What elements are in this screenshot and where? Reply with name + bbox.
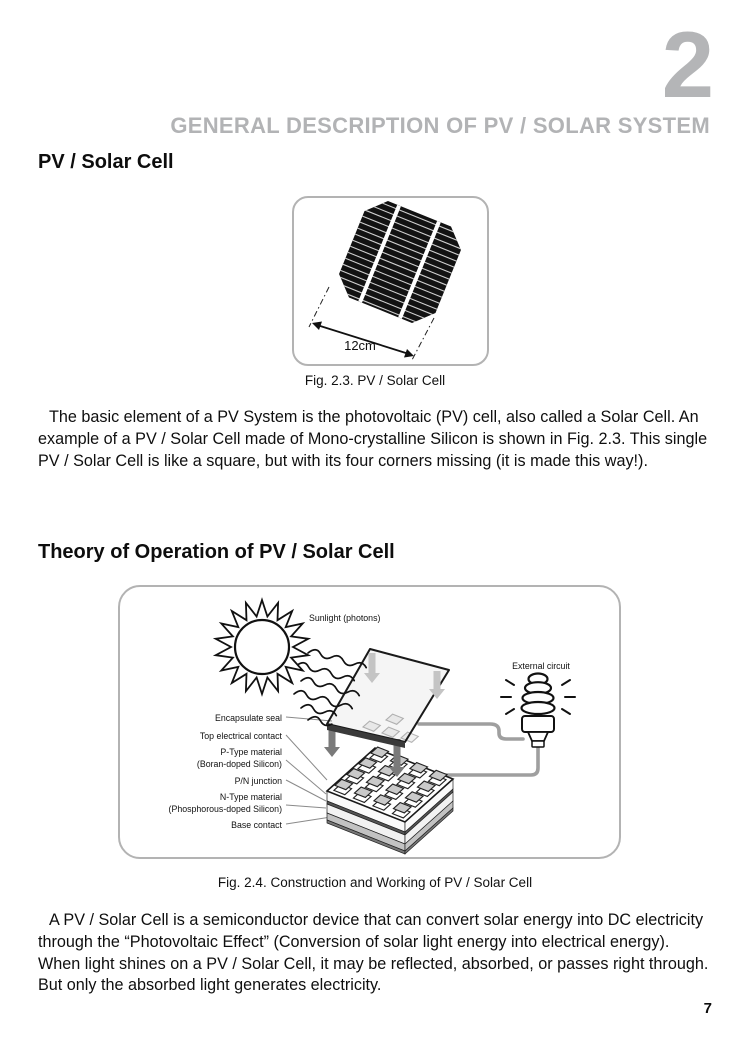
label-n-type-2: (Phosphorous-doped Silicon) [168,804,282,814]
label-encapsulate-seal: Encapsulate seal [215,713,282,723]
solar-cell-icon [331,198,469,331]
construction-diagram [120,587,619,857]
figure-2-4-box [118,585,621,859]
paragraph-theory: A PV / Solar Cell is a semiconductor device that can convert solar energy into DC electricity through the “Photovoltaic Effect” (Conversion of solar light energy into electrical energy). When light shines on a PV / Solar Cell, it may be reflected, absorbed, or passes right through. But only the absorbed light generates electricity. [38,911,709,995]
chapter-title: GENERAL DESCRIPTION OF PV / SOLAR SYSTEM [170,113,710,138]
label-top-contact: Top electrical contact [199,731,282,741]
circuit-wire [419,724,538,775]
page-number: 7 [703,1000,712,1017]
label-sunlight: Sunlight (photons) [309,613,381,623]
label-p-type-2: (Boran-doped Silicon) [196,759,282,769]
label-base-contact: Base contact [231,820,282,830]
section-heading-pv-solar-cell: PV / Solar Cell [38,151,174,173]
label-n-type-1: N-Type material [219,792,282,802]
label-p-type-1: P-Type material [220,747,282,757]
leader-lines [286,717,332,824]
section-heading-theory: Theory of Operation of PV / Solar Cell [38,541,395,563]
chapter-number: 2 [661,12,714,117]
solar-cell-figure [294,198,487,364]
label-pn-junction: P/N junction [234,776,282,786]
light-bulb-icon [501,674,575,748]
figure-2-3-box [292,196,489,366]
figure-2-3-caption: Fig. 2.3. PV / Solar Cell [304,373,446,388]
dimension-label: 12cm [344,338,376,353]
sun-icon [216,600,309,694]
label-external-circuit: External circuit [512,661,570,671]
figure-2-4-caption: Fig. 2.4. Construction and Working of PV / Solar Cell [217,875,533,890]
paragraph-pv-solar-cell: The basic element of a PV System is the photovoltaic (PV) cell, also called a Solar Cell. An example of a PV / Solar Cell made of Mono-crystalline Silicon is shown in Fig. 2.3. This single PV / Solar Cell is like a square, but with its four corners missing (it is made this way!). [38,408,708,470]
